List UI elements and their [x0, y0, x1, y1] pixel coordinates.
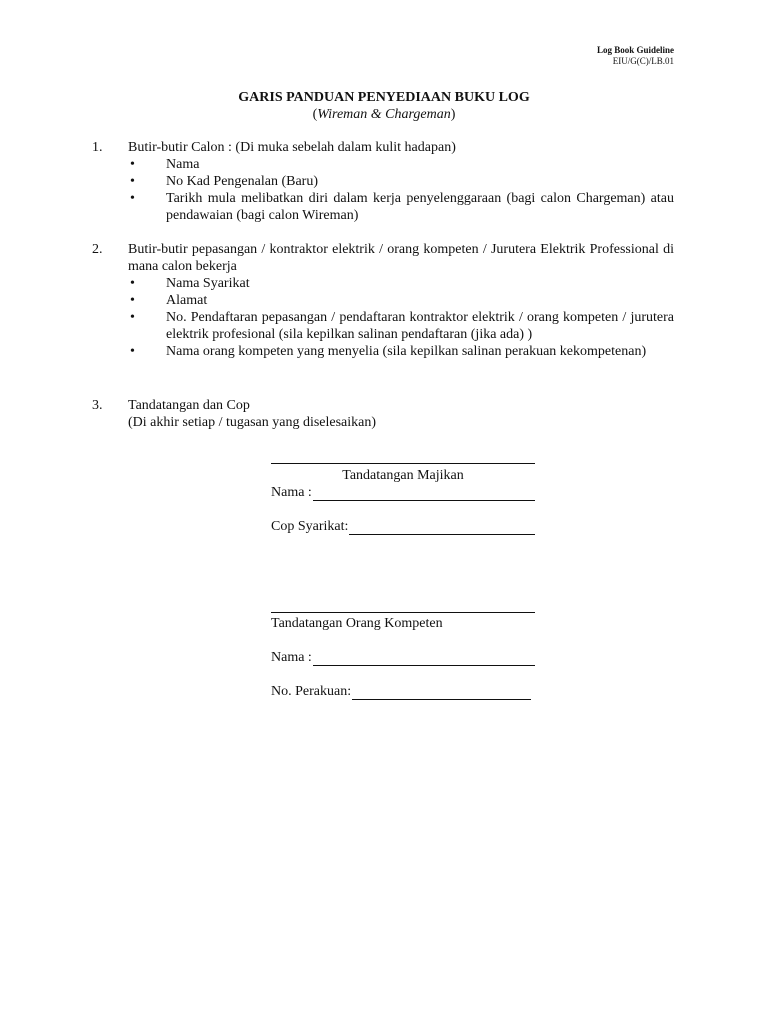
document-reference — [597, 45, 674, 67]
bullet-icon: • — [130, 293, 135, 308]
section-3 — [92, 397, 674, 431]
section-number: 2. — [92, 242, 103, 257]
employer-signature-line[interactable] — [271, 463, 535, 464]
section-1 — [92, 139, 674, 224]
company-stamp-field[interactable]: Cop Syarikat: — [271, 518, 535, 535]
title-block — [0, 89, 768, 123]
list-item: • Tarikh mula melibatkan diri dalam kerja penyelenggaraan (bagi calon Chargeman) atau pendawaian (bagi calon Wireman) — [130, 191, 674, 223]
bullet-list — [128, 156, 674, 224]
employer-name-field[interactable]: Nama : — [271, 484, 535, 501]
bullet-icon: • — [130, 157, 135, 172]
section-heading: Butir-butir pepasangan / kontraktor elektrik / orang kompeten / Jurutera Elektrik Professional di mana calon bekerja — [128, 242, 674, 274]
competent-signature-label: Tandatangan Orang Kompeten — [271, 616, 443, 631]
section-heading: Butir-butir Calon : (Di muka sebelah dalam kulit hadapan) — [128, 140, 456, 155]
subtitle-italic: Wireman & Chargeman — [317, 107, 451, 122]
employer-signature-label: Tandatangan Majikan — [342, 468, 464, 483]
list-item: • Nama — [130, 157, 200, 172]
page-title: GARIS PANDUAN PENYEDIAAN BUKU LOG — [238, 90, 530, 105]
bullet-icon: • — [130, 344, 135, 359]
section-heading: Tandatangan dan Cop — [128, 398, 250, 413]
list-item: • No. Pendaftaran pepasangan / pendaftaran kontraktor elektrik / orang kompeten / jurutera elektrik profesional (sila kepilkan salinan pendaftaran (jika ada) ) — [130, 310, 674, 342]
guideline-label: Log Book Guideline — [596, 45, 674, 55]
list-item: • No Kad Pengenalan (Baru) — [130, 174, 319, 189]
employer-signature-block — [271, 463, 535, 535]
page-subtitle: (Wireman & Chargeman) — [312, 107, 456, 122]
bullet-icon: • — [130, 310, 135, 325]
section-number: 3. — [92, 398, 103, 413]
bullet-icon: • — [130, 174, 135, 189]
certificate-number-field[interactable]: No. Perakuan: — [271, 683, 531, 700]
document-code: EIU/G(C)/LB.01 — [612, 56, 674, 66]
list-item: • Nama Syarikat — [130, 276, 250, 291]
section-number: 1. — [92, 140, 103, 155]
section-2 — [92, 241, 674, 360]
competent-name-field[interactable]: Nama : — [271, 649, 535, 666]
bullet-list — [128, 275, 674, 360]
list-item: • Nama orang kompeten yang menyelia (sila kepilkan salinan perakuan kekompetenan) — [130, 344, 647, 359]
competent-signature-block — [271, 612, 535, 700]
bullet-icon: • — [130, 191, 135, 206]
section-note: (Di akhir setiap / tugasan yang diselesaikan) — [128, 415, 377, 430]
bullet-icon: • — [130, 276, 135, 291]
competent-signature-line[interactable] — [271, 612, 535, 613]
list-item: • Alamat — [130, 293, 208, 308]
